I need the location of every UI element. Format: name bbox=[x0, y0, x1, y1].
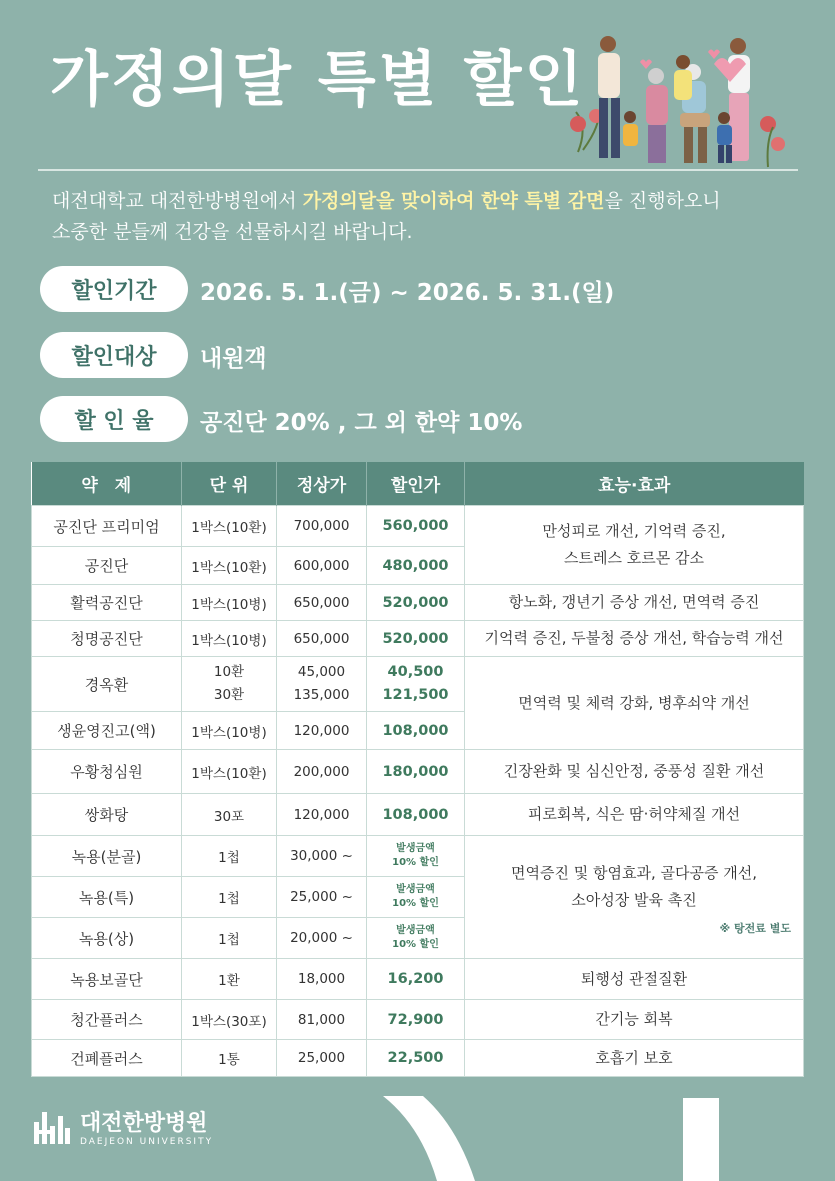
sale-line: 10% 할인 bbox=[392, 857, 439, 868]
row-sale: 108,000 bbox=[367, 794, 465, 836]
hospital-name: 대전한방병원 bbox=[80, 1111, 208, 1136]
university-name: DAEJEON UNIVERSITY bbox=[80, 1137, 214, 1147]
row-unit: 30포 bbox=[182, 794, 277, 836]
effect-cell bbox=[465, 836, 804, 959]
sale-line: 발생금액 bbox=[396, 925, 435, 936]
effect-cell: 항노화, 갱년기 증상 개선, 면역력 증진 bbox=[465, 585, 804, 621]
page-title: 가정의달 특별 할인 bbox=[50, 45, 586, 115]
regular-line: 45,000 bbox=[297, 664, 346, 680]
effect-cell: 간기능 회복 bbox=[465, 1000, 804, 1040]
decorative-bar bbox=[683, 1098, 719, 1181]
row-unit: 1박스(10병) bbox=[182, 585, 277, 621]
row-regular: 30,000 ~ bbox=[277, 836, 367, 877]
effect-line: 스트레스 호르몬 감소 bbox=[564, 549, 704, 567]
row-sale: 22,500 bbox=[367, 1040, 465, 1077]
row-unit: 1첩 bbox=[182, 836, 277, 877]
row-unit: 1박스(10병) bbox=[182, 712, 277, 750]
sale-line: 10% 할인 bbox=[392, 898, 439, 909]
header-medicine: 약 제 bbox=[32, 462, 182, 506]
target-label: 할인대상 bbox=[40, 332, 188, 378]
period-label: 할인기간 bbox=[40, 266, 188, 312]
sale-line: 121,500 bbox=[382, 687, 449, 703]
table-row bbox=[32, 657, 804, 712]
row-unit: 1박스(30포) bbox=[182, 1000, 277, 1040]
row-sale: 180,000 bbox=[367, 750, 465, 794]
header-effect: 효능·효과 bbox=[465, 462, 804, 506]
intro-highlight: 가정의달을 맞이하여 한약 특별 감면 bbox=[302, 190, 605, 212]
header-regular-price: 정상가 bbox=[277, 462, 367, 506]
title-divider bbox=[38, 169, 798, 171]
effect-line: 면역증진 및 항염효과, 골다공증 개선, bbox=[511, 864, 757, 882]
family-illustration-icon bbox=[568, 32, 790, 172]
row-name: 건폐플러스 bbox=[32, 1040, 182, 1077]
row-regular: 18,000 bbox=[277, 959, 367, 1000]
hospital-logo-icon bbox=[32, 1108, 72, 1148]
row-unit: 1박스(10환) bbox=[182, 750, 277, 794]
table-row bbox=[32, 836, 804, 877]
intro-part2: 을 진행하오니 bbox=[604, 190, 721, 212]
effect-cell: 피로회복, 식은 땀·허약체질 개선 bbox=[465, 794, 804, 836]
target-value: 내원객 bbox=[200, 346, 267, 372]
price-table bbox=[31, 462, 804, 1077]
sale-line: 10% 할인 bbox=[392, 939, 439, 950]
effect-cell bbox=[465, 506, 804, 585]
row-regular: 120,000 bbox=[277, 794, 367, 836]
effect-cell: 퇴행성 관절질환 bbox=[465, 959, 804, 1000]
table-row bbox=[32, 585, 804, 621]
row-name: 경옥환 bbox=[32, 657, 182, 712]
table-row bbox=[32, 959, 804, 1000]
row-regular: 25,000 bbox=[277, 1040, 367, 1077]
row-name: 녹용(상) bbox=[32, 918, 182, 959]
row-unit bbox=[182, 657, 277, 712]
regular-line: 135,000 bbox=[293, 687, 350, 703]
unit-line: 30환 bbox=[213, 687, 245, 703]
effect-cell: 기억력 증진, 두불청 증상 개선, 학습능력 개선 bbox=[465, 621, 804, 657]
row-unit: 1첩 bbox=[182, 877, 277, 918]
row-sale bbox=[367, 657, 465, 712]
row-sale: 560,000 bbox=[367, 506, 465, 547]
row-name: 청간플러스 bbox=[32, 1000, 182, 1040]
rate-value: 공진단 20% , 그 외 한약 10% bbox=[200, 410, 523, 436]
effect-cell: 호흡기 보호 bbox=[465, 1040, 804, 1077]
row-name: 녹용(특) bbox=[32, 877, 182, 918]
row-regular: 20,000 ~ bbox=[277, 918, 367, 959]
row-unit: 1첩 bbox=[182, 918, 277, 959]
header-sale-price: 할인가 bbox=[367, 462, 465, 506]
row-regular: 600,000 bbox=[277, 547, 367, 585]
intro-line2: 소중한 분들께 건강을 선물하시길 바랍니다. bbox=[52, 221, 413, 243]
row-name: 녹용보골단 bbox=[32, 959, 182, 1000]
row-sale: 16,200 bbox=[367, 959, 465, 1000]
row-regular: 81,000 bbox=[277, 1000, 367, 1040]
table-row bbox=[32, 621, 804, 657]
intro-text bbox=[52, 186, 721, 248]
table-row bbox=[32, 750, 804, 794]
effect-cell: 긴장완화 및 심신안정, 중풍성 질환 개선 bbox=[465, 750, 804, 794]
decorative-curve bbox=[375, 1096, 475, 1181]
row-regular bbox=[277, 657, 367, 712]
row-sale: 108,000 bbox=[367, 712, 465, 750]
row-unit: 1환 bbox=[182, 959, 277, 1000]
row-name: 공진단 bbox=[32, 547, 182, 585]
table-header-row bbox=[32, 462, 804, 506]
table-row bbox=[32, 794, 804, 836]
effect-cell: 면역력 및 체력 강화, 병후쇠약 개선 bbox=[465, 657, 804, 750]
row-sale bbox=[367, 918, 465, 959]
row-sale: 72,900 bbox=[367, 1000, 465, 1040]
row-name: 녹용(분골) bbox=[32, 836, 182, 877]
row-unit: 1통 bbox=[182, 1040, 277, 1077]
row-regular: 700,000 bbox=[277, 506, 367, 547]
sale-line: 발생금액 bbox=[396, 843, 435, 854]
row-sale: 520,000 bbox=[367, 621, 465, 657]
period-value: 2026. 5. 1.(금) ~ 2026. 5. 31.(일) bbox=[200, 280, 615, 306]
row-unit: 1박스(10병) bbox=[182, 621, 277, 657]
table-row bbox=[32, 1040, 804, 1077]
row-name: 생윤영진고(액) bbox=[32, 712, 182, 750]
row-name: 청명공진단 bbox=[32, 621, 182, 657]
row-name: 쌍화탕 bbox=[32, 794, 182, 836]
sale-line: 발생금액 bbox=[396, 884, 435, 895]
row-regular: 120,000 bbox=[277, 712, 367, 750]
table-row bbox=[32, 506, 804, 547]
rate-label: 할 인 율 bbox=[40, 396, 188, 442]
row-name: 활력공진단 bbox=[32, 585, 182, 621]
row-sale: 520,000 bbox=[367, 585, 465, 621]
row-sale: 480,000 bbox=[367, 547, 465, 585]
row-regular: 200,000 bbox=[277, 750, 367, 794]
header-unit: 단 위 bbox=[182, 462, 277, 506]
row-regular: 25,000 ~ bbox=[277, 877, 367, 918]
row-name: 공진단 프리미엄 bbox=[32, 506, 182, 547]
effect-line: 만성피로 개선, 기억력 증진, bbox=[542, 522, 726, 540]
row-unit: 1박스(10환) bbox=[182, 506, 277, 547]
row-sale bbox=[367, 877, 465, 918]
sale-line: 40,500 bbox=[387, 664, 444, 680]
row-regular: 650,000 bbox=[277, 621, 367, 657]
intro-part1: 대전대학교 대전한방병원에서 bbox=[52, 190, 303, 212]
effect-line: 소아성장 발육 촉진 bbox=[571, 891, 697, 909]
decoction-fee-note: ※ 탕전료 별도 bbox=[719, 922, 791, 935]
row-sale bbox=[367, 836, 465, 877]
row-unit: 1박스(10환) bbox=[182, 547, 277, 585]
row-name: 우황청심원 bbox=[32, 750, 182, 794]
unit-line: 10환 bbox=[213, 664, 245, 680]
row-regular: 650,000 bbox=[277, 585, 367, 621]
table-row bbox=[32, 1000, 804, 1040]
